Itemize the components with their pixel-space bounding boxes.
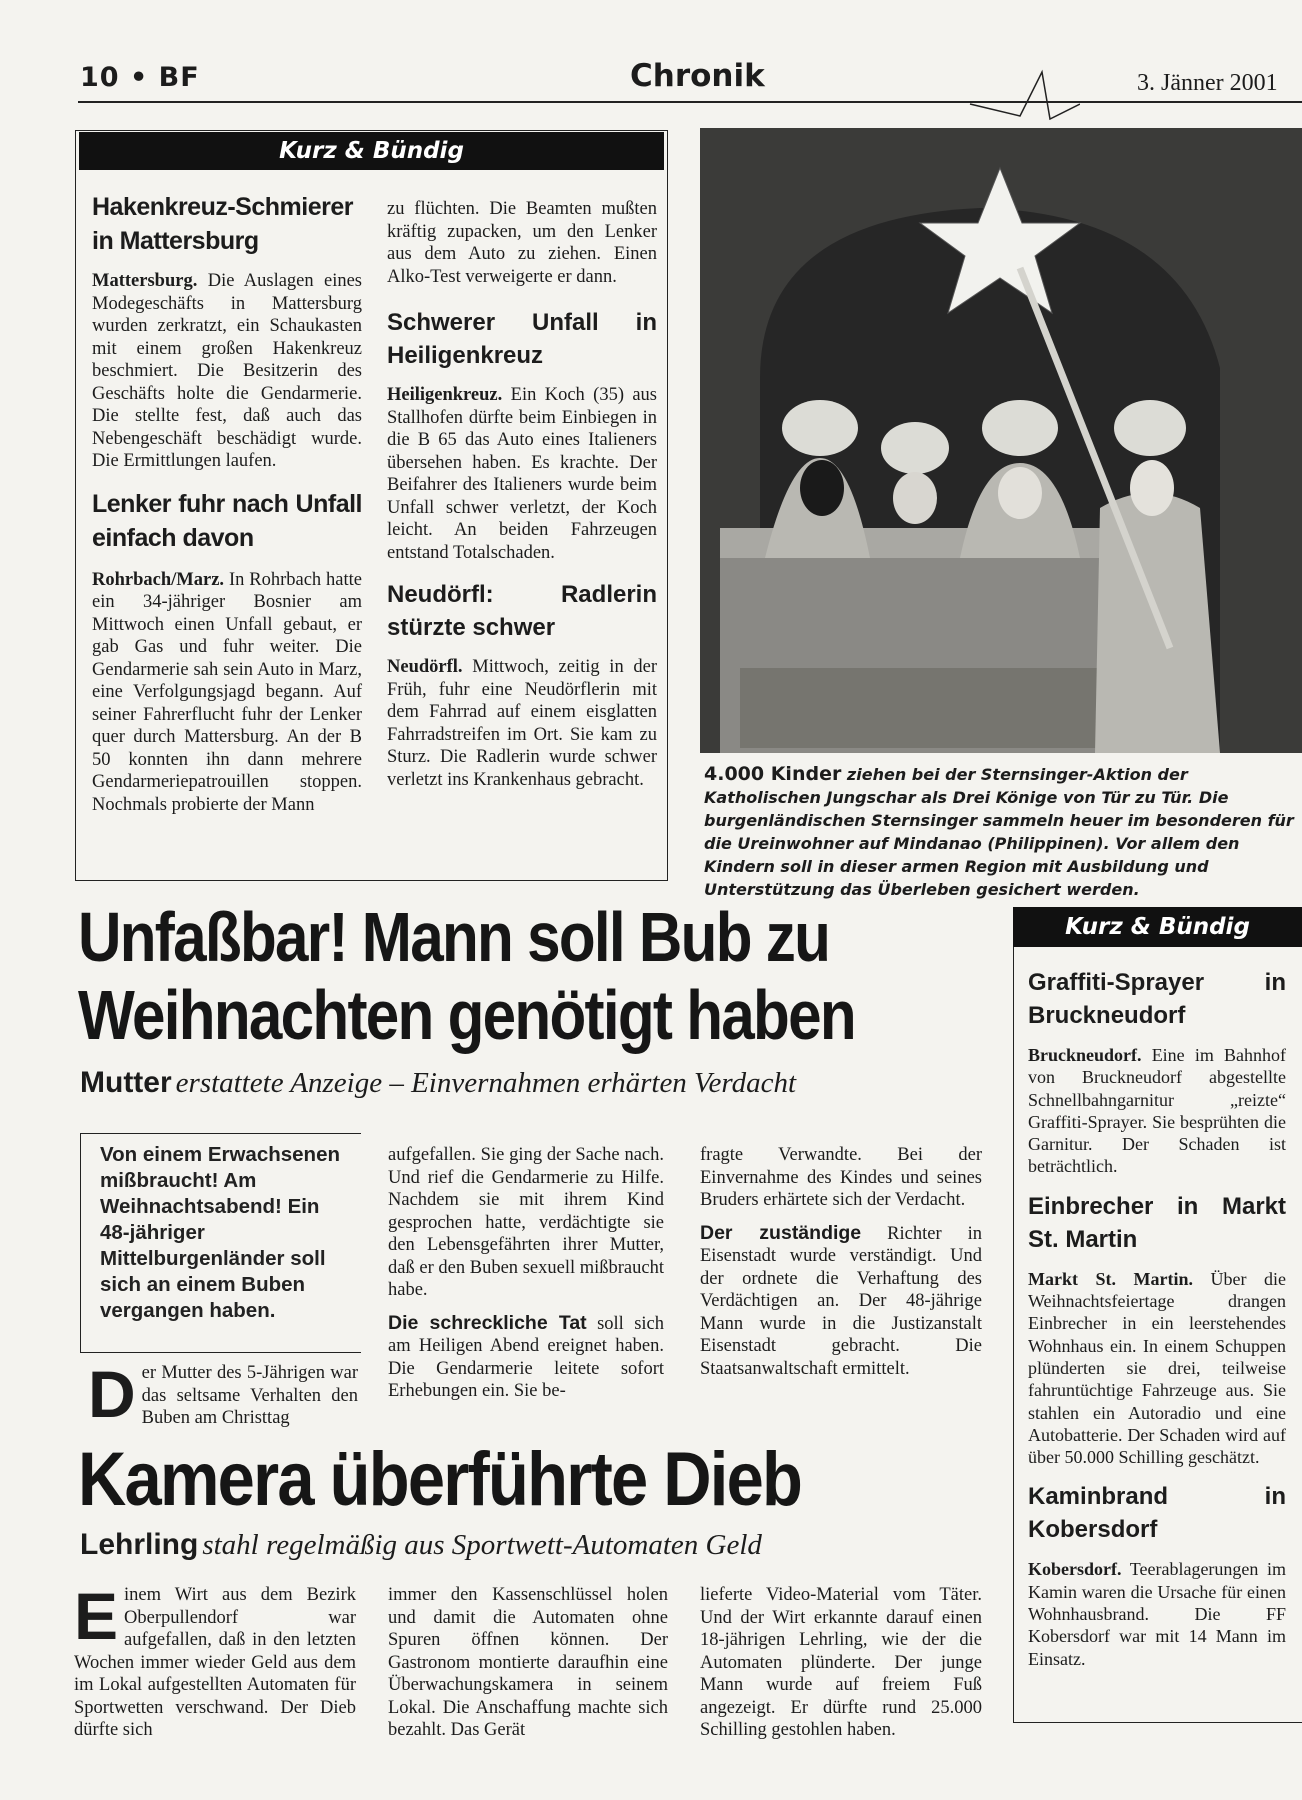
article-text: Die Auslagen eines Modegeschäfts in Mattersburg wurden zerkratzt, ein Schaukasten mit einem großen Hakenkreuz beschmiert. Die Besitzerin des Geschäfts holte die Gendarmerie. Die stellte fest, daß auch das Nebengeschäft beschädigt wurde. Die Ermittlungen laufen. [92,271,363,471]
subheadline-text: stahl regelmäßig aus Sportwett-Automaten Geld [202,1529,762,1561]
story1-column-3 [700,1144,982,1380]
drop-cap: D [88,1357,136,1431]
story-text: er Mutter des 5-Jährigen war das seltsame Verhalten den Buben am Christtag [141,1363,358,1428]
story2-headline: Kamera überführte Dieb [78,1437,802,1522]
story-text: fragte Verwandte. Bei der Einvernahme des Kindes und seines Bruders erhärtete sich der Verdacht. [700,1145,982,1210]
subheadline-lead: Lehrling [80,1528,199,1561]
article-text: Eine im Bahnhof von Bruckneudorf abgestellte Schnellbahngarnitur „reizte“ Graffiti-Sprayer. Sie besprühten die Garnitur. Der Schaden ist beträchtlich. [1028,1045,1286,1177]
article-title: Hakenkreuz-Schmierer in Mattersburg [92,193,353,255]
main-headline-line-2: Weihnachten genötigt haben [78,976,855,1054]
page-number: 10 • BF [80,62,200,93]
story-text: aufgefallen. Sie ging der Sache nach. Und rief die Gendarmerie zu Hilfe. Nachdem sie mit ihrem Kind gesprochen hatte, verdächtigte sie den Lebensgefährten ihrer Mutter, daß er den Buben sexuell mißbraucht habe. [388,1145,664,1300]
main-headline-line-1: Unfaßbar! Mann soll Bub zu [78,898,830,976]
photo-illustration [700,128,1302,753]
story-text: lieferte Video-Material vom Täter. Und der Wirt erkannte darauf einen 18-jährigen Lehrling, wie der die Automaten plünderte. Der junge Mann wurde auf freiem Fuß angezeigt. Er dürfte rund 25.000 Schilling gestohlen haben. [700,1585,982,1740]
story-text: immer den Kassenschlüssel holen und damit die Automaten ohne Spuren öffnen können. Der Gastronom montierte daraufhin eine Überwachungskamera in seinem Lokal. Die Anschaffung machte sich bezahlt. Das Gerät [388,1585,668,1740]
box1-column-1 [92,190,362,816]
header-rule [78,101,1302,103]
article-text: Ein Koch (35) aus Stallhofen dürfte beim Einbiegen in die B 65 das Auto eines Italieners übersehen haben. Es krachte. Der Beifahrer des Italieners wurde beim Unfall schwer verletzt, der Koch leicht. An beiden Fahrzeugen entstand Totalschaden. [387,385,658,563]
article-title: Lenker fuhr nach Unfall einfach davon [92,489,362,552]
story-intro: Von einem Erwachsenen mißbraucht! Am Weihnachtsabend! Ein 48-jähriger Mittelburgenländer soll sich an einem Buben vergangen haben. [100,1143,341,1322]
article-text: Teerablagerungen im Kamin waren die Ursache für einen Wohnhausbrand. Die FF Kobersdorf war mit 14 Mann im Einsatz. [1028,1559,1286,1669]
story-text: inem Wirt aus dem Bezirk Oberpullendorf war aufgefallen, daß in den letzten Wochen immer wieder Geld aus dem im Lokal aufgestellten Automaten für Sportwetten verschwand. Der Dieb dürfte sich [74,1585,356,1740]
story2-subheadline [80,1528,960,1562]
article-text: Über die Weihnachtsfeiertage drangen Einbrecher in ein leerstehendes Wohnhaus ein. In einem Schuppen plünderten sie drei, teilweise fahruntüchtige Fahrzeuge aus. Sie stahlen ein Autoradio und eine Autobatterie. Der Schaden wird auf über 50.000 Schilling geschätzt. [1028,1268,1286,1468]
sternsinger-photo [700,128,1302,753]
main-subheadline [80,1066,960,1100]
story2-column-2 [388,1584,668,1742]
story-text: soll sich am Heiligen Abend ereignet haben. Die Gendarmerie leitete sofort Erhebungen ein. Sie be- [388,1313,664,1401]
article-title: Neudörfl: Radlerin stürzte schwer [387,581,657,641]
story1-column-2 [388,1144,664,1403]
box-label: Kurz & Bündig [79,132,664,170]
subheadline-lead: Mutter [80,1066,172,1099]
story1-column-1 [88,1357,358,1431]
article-title: Kaminbrand in Kobersdorf [1028,1483,1286,1544]
issue-date: 3. Jänner 2001 [1137,70,1278,96]
subheadline-text: erstattete Anzeige – Einvernahmen erhärten Verdacht [175,1067,797,1099]
article-text: Mittwoch, zeitig in der Früh, fuhr eine Neudörflerin mit dem Fahrrad auf einem eisglatten Fahrradstreifen im Ort. Sie kam zu Sturz. Die Radlerin wurde schwer verletzt ins Krankenhaus gebracht. [387,657,658,790]
article-place: Kobersdorf. [1028,1559,1122,1580]
box2-column [1028,966,1286,1670]
star-icon [960,64,1080,124]
article-place: Markt St. Martin. [1028,1268,1193,1289]
article-place: Rohrbach/Marz. [92,569,225,590]
story-intertitle: Die schreckliche Tat [388,1311,587,1334]
story-text: Richter in Eisenstadt wurde verständigt. Und der ordnete die Verhaftung des Verdächtigen an. Der 48-jährige Mann wurde in die Justizanstalt Eisenstadt gebracht. Die Staatsanwaltschaft ermittelt. [700,1223,982,1379]
story2-column-1 [74,1579,356,1742]
article-place: Mattersburg. [92,271,198,291]
section-title: Chronik [630,58,765,94]
article-place: Bruckneudorf. [1028,1045,1142,1065]
article-title: Schwerer Unfall in Heiligenkreuz [387,309,657,369]
box-label: Kurz & Bündig [1013,907,1302,947]
photo-caption [704,763,1298,901]
caption-lead: 4.000 Kinder [704,763,842,785]
article-title: Einbrecher in Markt St. Martin [1028,1192,1286,1253]
article-continuation: zu flüchten. Die Beamten mußten kräftig zupacken, um den Lenker aus dem Auto zu ziehen. Einen Alko-Test verweigerte er dann. [387,199,657,287]
article-text: In Rohrbach hatte ein 34-jähriger Bosnier am Mittwoch einen Unfall gebaut, er gab Gas und fuhr weiter. Die Gendarmerie sah sein Auto in Marz, eine Verfolgungsjagd begann. Auf seiner Fahrerflucht fuhr der Lenker quer durch Mattersburg. An der B 50 konnten ihn dann mehrere Gendarmeriepatrouillen stoppen. Nochmals probierte der Mann [92,569,362,815]
caption-text: ziehen bei der Sternsinger-Aktion der Katholischen Jungschar als Drei Könige von Tür zu Tür. Die burgenländischen Sternsinger sammeln heuer im besonderen für die Ureinwohner auf Mindanao (Philippinen). Vor allem den Kindern soll in dieser armen Region mit Ausbildung und Unterstützung das Überleben gesichert werden. [704,765,1294,899]
box1-column-2 [387,198,657,791]
story-intertitle: Der zuständige [700,1221,862,1244]
drop-cap: E [74,1579,119,1653]
article-title: Graffiti-Sprayer in Bruckneudorf [1028,969,1286,1029]
story2-column-3 [700,1584,982,1742]
article-place: Neudörfl. [387,657,463,677]
article-place: Heiligenkreuz. [387,385,503,405]
